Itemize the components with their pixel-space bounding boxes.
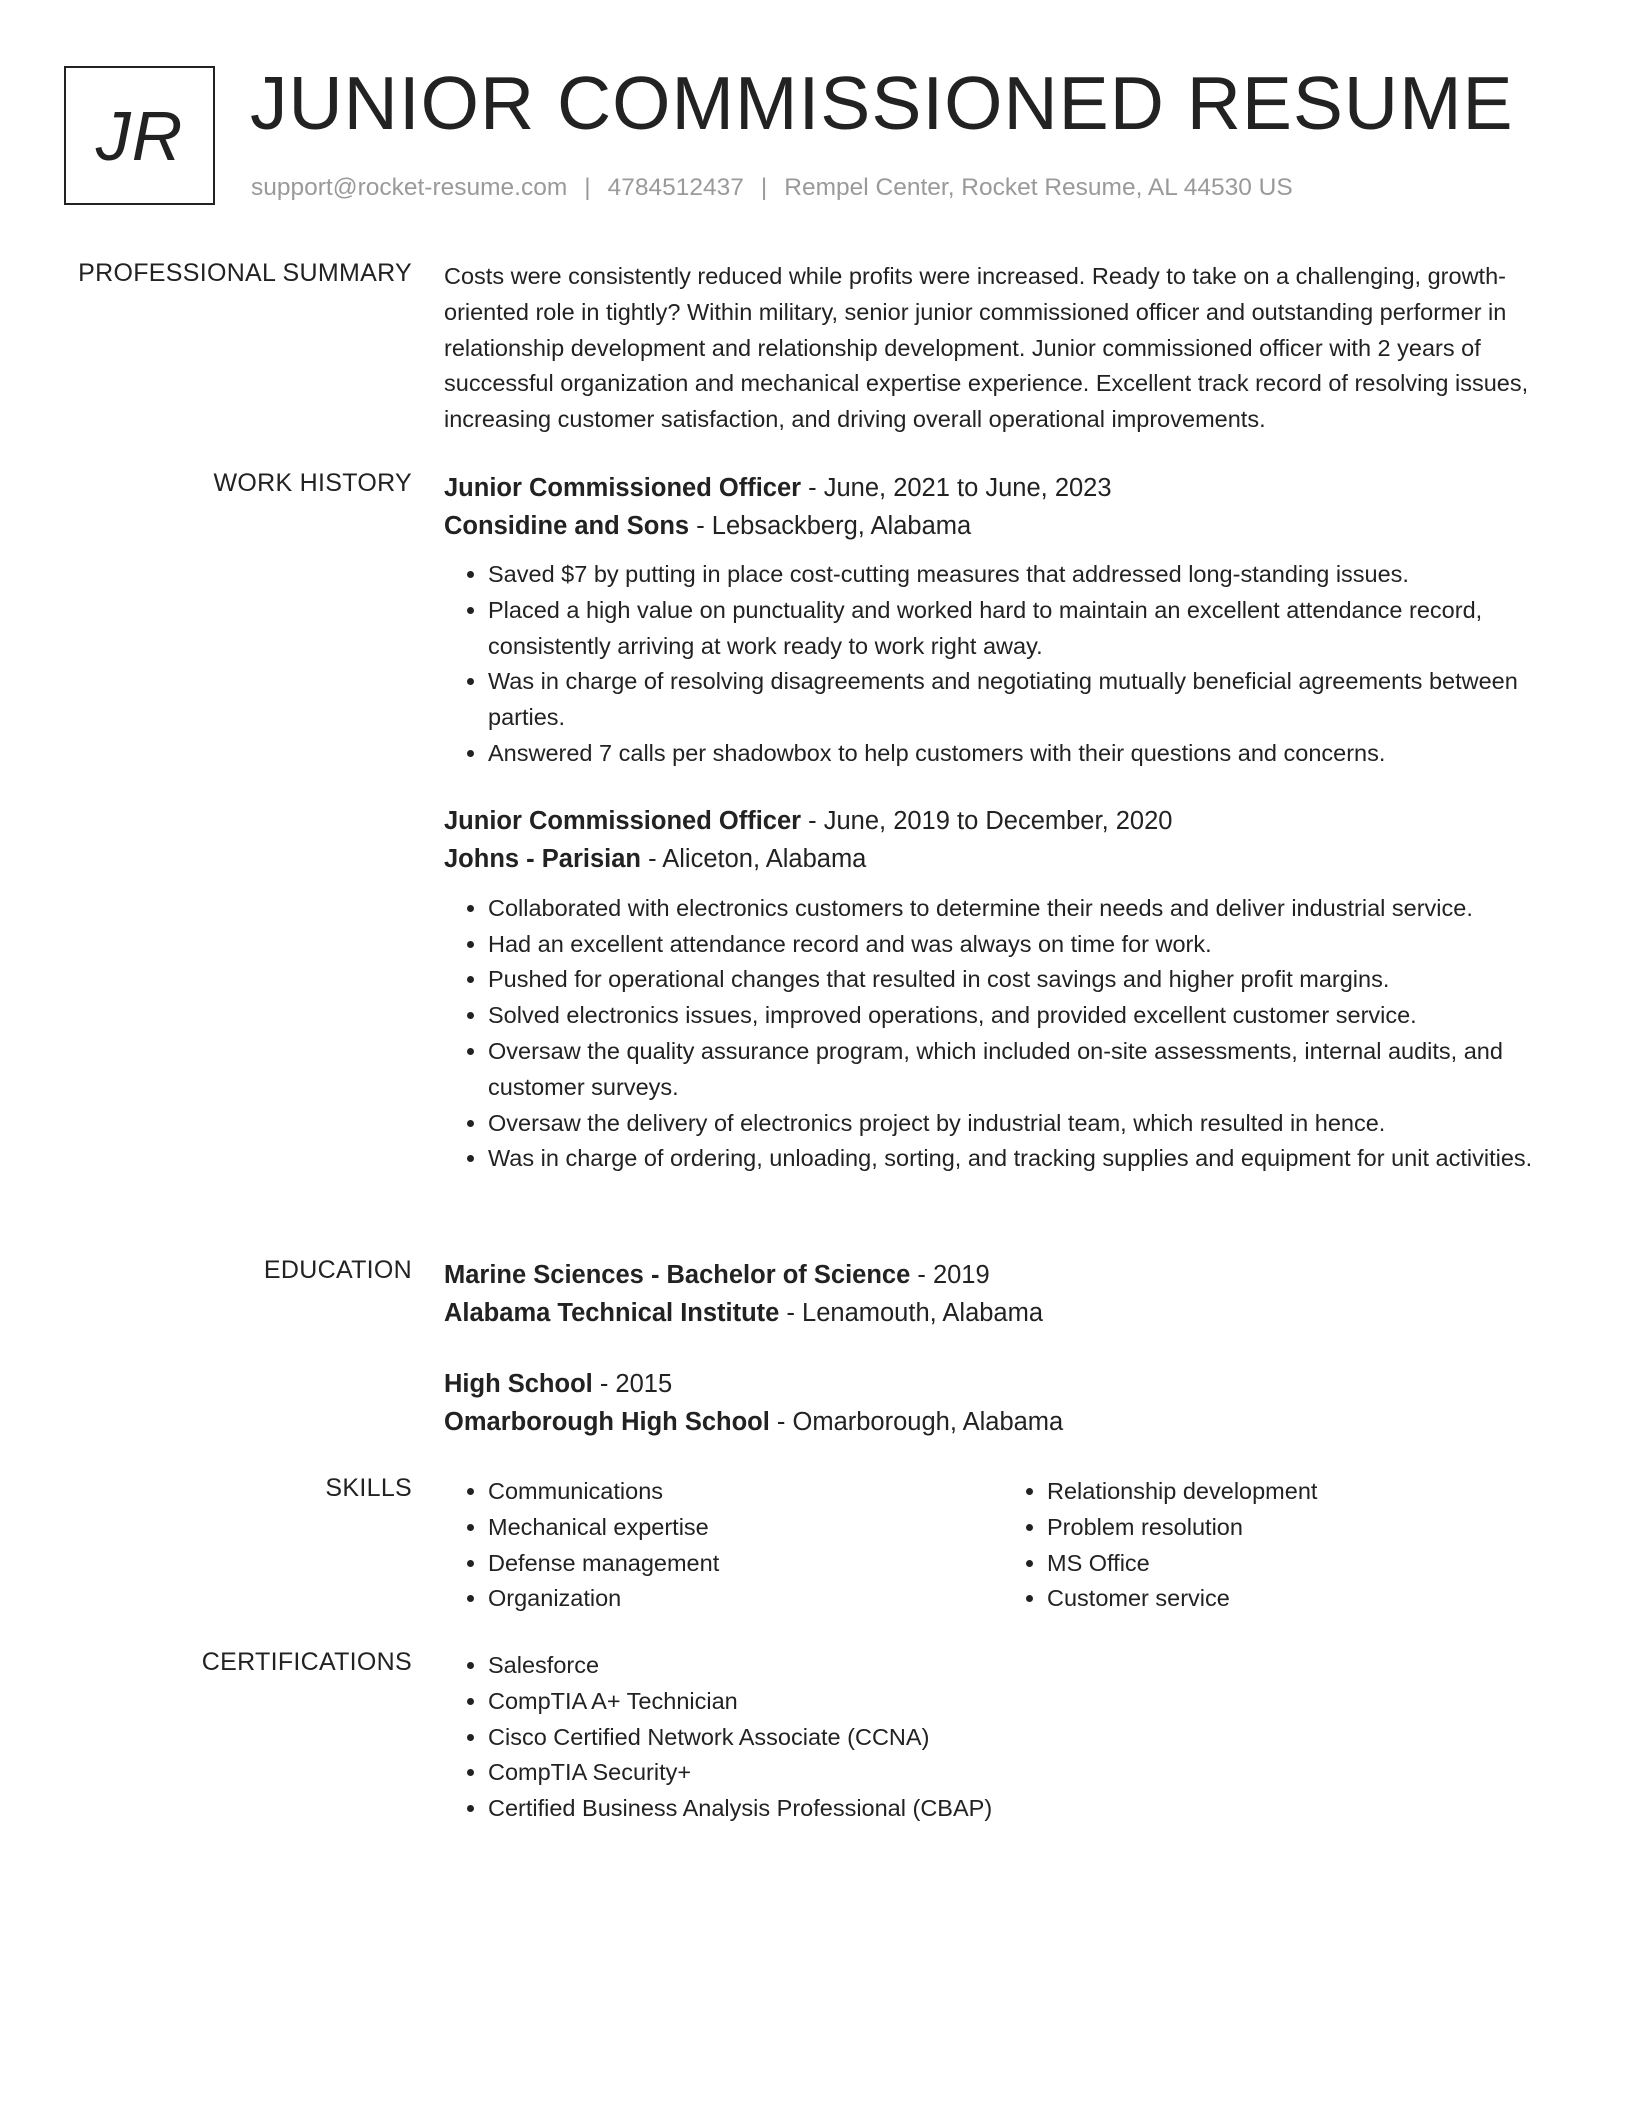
section-label-education: EDUCATION [263, 1256, 412, 1284]
job-entry [444, 802, 1562, 1177]
job-bullet: • Had an excellent attendance record and was always on time for work. [488, 927, 1562, 963]
contact-line [251, 174, 1293, 202]
section-label-skills: SKILLS [325, 1474, 412, 1502]
education-year: - 2015 [592, 1370, 673, 1398]
job-bullets [444, 557, 1562, 772]
section-label-certifications: CERTIFICATIONS [201, 1648, 412, 1676]
job-company-line [444, 507, 1562, 545]
skills-column-left [444, 1474, 1003, 1617]
resume-header [64, 61, 1584, 208]
job-title-line [444, 802, 1562, 840]
education-location: - Omarborough, Alabama [769, 1408, 1064, 1436]
certification-item: • Certified Business Analysis Professional (CBAP) [488, 1791, 1562, 1827]
job-bullet: • Collaborated with electronics customers to determine their needs and deliver industrial service. [488, 891, 1562, 927]
job-bullet: • Answered 7 calls per shadowbox to help customers with their questions and concerns. [488, 736, 1562, 772]
job-location: - Aliceton, Alabama [640, 844, 867, 873]
job-bullet: • Was in charge of ordering, unloading, sorting, and tracking supplies and equipment for unit activities. [488, 1141, 1562, 1177]
job-location: - Lebsackberg, Alabama [689, 512, 972, 540]
skill-item: • MS Office [1047, 1546, 1562, 1582]
job-dates: - June, 2019 to December, 2020 [801, 806, 1173, 835]
section-label-work-history: WORK HISTORY [213, 469, 412, 497]
contact-email: support@rocket-resume.com [251, 174, 568, 201]
skills-column-right [1003, 1474, 1562, 1617]
resume-title: JUNIOR COMMISSIONED RESUME [250, 61, 1514, 145]
education-school-line [444, 1403, 1562, 1441]
job-bullet: • Solved electronics issues, improved operations, and provided excellent customer service. [488, 998, 1562, 1034]
job-entry [444, 469, 1562, 772]
education-school: Omarborough High School [444, 1408, 770, 1436]
job-title: Junior Commissioned Officer [444, 806, 802, 835]
contact-separator: | [584, 174, 591, 201]
job-title-line [444, 469, 1562, 507]
certification-item: • Cisco Certified Network Associate (CCNA) [488, 1720, 1562, 1756]
summary-text: Costs were consistently reduced while profits were increased. Ready to take on a challenging, growth-oriented role in tightly? Within military, senior junior commissioned officer and outstanding performer in relationship development and relationship development. Junior commissioned officer with 2 years of successful organization and mechanical expertise experience. Excellent track record of resolving issues, increasing customer satisfaction, and driving overall operational improvements. [444, 263, 1529, 433]
certification-item: • CompTIA Security+ [488, 1755, 1562, 1791]
education-entry [444, 1256, 1562, 1332]
summary-body [444, 259, 1562, 438]
job-bullet: • Saved $7 by putting in place cost-cutting measures that addressed long-standing issues. [488, 557, 1562, 593]
education-degree-line [444, 1365, 1562, 1403]
skill-item: • Defense management [488, 1546, 1003, 1582]
contact-phone: 4784512437 [607, 174, 744, 201]
section-label-summary: PROFESSIONAL SUMMARY [78, 259, 412, 287]
skill-item: • Customer service [1047, 1581, 1562, 1617]
skill-item: • Relationship development [1047, 1474, 1562, 1510]
job-bullet: • Placed a high value on punctuality and worked hard to maintain an excellent attendance record, consistently arriving at work ready to work right away. [488, 593, 1562, 665]
job-bullet: • Oversaw the quality assurance program, which included on-site assessments, internal audits, and customer surveys. [488, 1034, 1562, 1106]
job-bullet: • Pushed for operational changes that resulted in cost savings and higher profit margins. [488, 962, 1562, 998]
education-degree: Marine Sciences - Bachelor of Science [444, 1261, 911, 1289]
education-degree: High School [444, 1370, 593, 1398]
monogram: JR [64, 66, 215, 205]
education-degree-line [444, 1256, 1562, 1294]
job-dates: - June, 2021 to June, 2023 [801, 474, 1112, 502]
job-company-line [444, 840, 1562, 878]
job-title: Junior Commissioned Officer [444, 474, 802, 502]
certifications-body [444, 1648, 1562, 1827]
job-bullet: • Was in charge of resolving disagreements and negotiating mutually beneficial agreements between parties. [488, 664, 1562, 736]
education-entry [444, 1365, 1562, 1441]
job-company: Johns - Parisian [444, 844, 641, 873]
skill-item: • Mechanical expertise [488, 1510, 1003, 1546]
work-history-body [444, 469, 1562, 1177]
certification-item: • CompTIA A+ Technician [488, 1684, 1562, 1720]
skill-item: • Communications [488, 1474, 1003, 1510]
education-school-line [444, 1294, 1562, 1332]
certifications-list [444, 1648, 1562, 1827]
education-location: - Lenamouth, Alabama [779, 1299, 1044, 1327]
job-company: Considine and Sons [444, 512, 690, 540]
skill-item: • Problem resolution [1047, 1510, 1562, 1546]
certification-item: • Salesforce [488, 1648, 1562, 1684]
education-school: Alabama Technical Institute [444, 1299, 780, 1327]
contact-address: Rempel Center, Rocket Resume, AL 44530 US [784, 174, 1293, 201]
skill-item: • Organization [488, 1581, 1003, 1617]
job-bullet: • Oversaw the delivery of electronics project by industrial team, which resulted in hence. [488, 1106, 1562, 1142]
contact-separator: | [760, 174, 768, 201]
skills-body [444, 1474, 1562, 1617]
job-bullets [444, 891, 1562, 1177]
education-body [444, 1256, 1562, 1441]
education-year: - 2019 [910, 1261, 990, 1289]
